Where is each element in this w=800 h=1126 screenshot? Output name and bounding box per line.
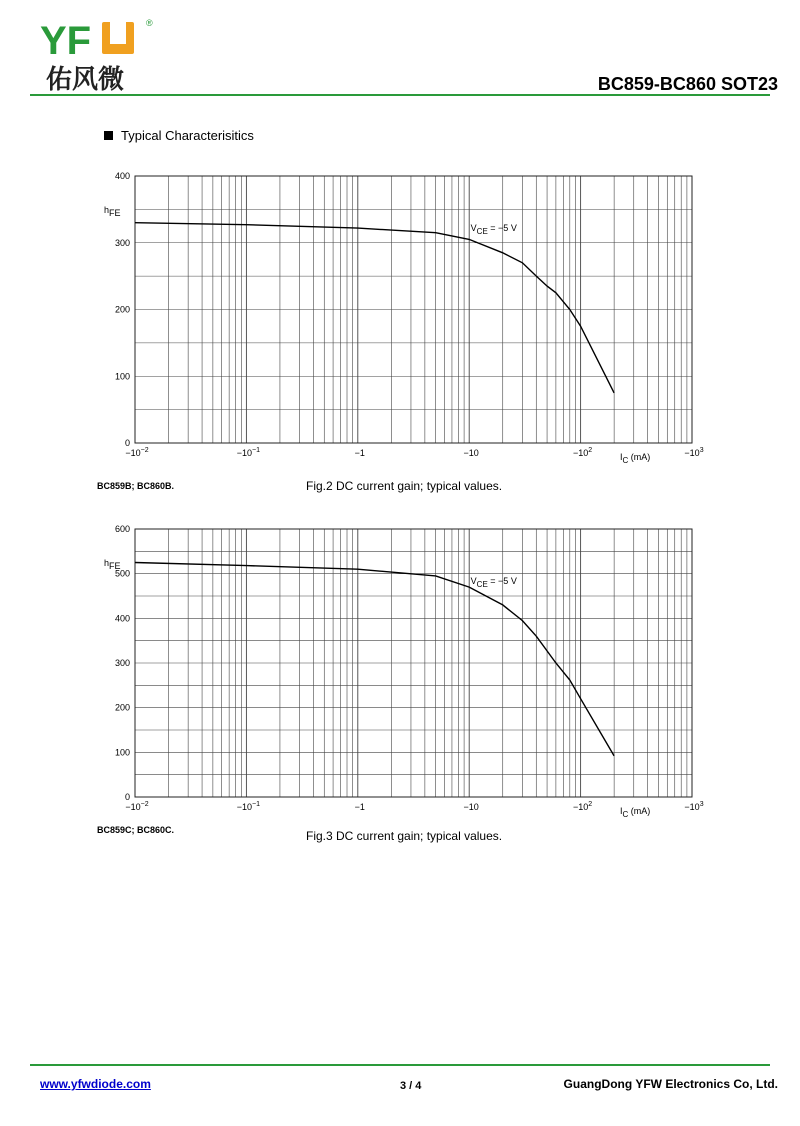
- x-tick-exponent: −2: [140, 801, 149, 808]
- y-tick-label: 100: [114, 371, 130, 382]
- y-tick-label: 300: [114, 237, 130, 248]
- x-axis-label-unit: (mA): [628, 806, 651, 816]
- svg-text:®: ®: [146, 18, 153, 28]
- y-axis-label-main: h: [104, 205, 110, 215]
- y-tick-label: 0: [124, 792, 130, 802]
- x-tick-base: −10: [573, 448, 589, 458]
- y-axis-label-sub: FE: [109, 208, 121, 218]
- x-tick-base: −10: [236, 802, 253, 812]
- company-name: GuangDong YFW Electronics Co, Ltd.: [563, 1077, 778, 1091]
- hfe-curve: [135, 223, 614, 393]
- x-tick-label: [237, 447, 260, 458]
- x-tick-label: [125, 801, 148, 812]
- y-axis-label: [104, 558, 121, 571]
- x-tick-base: −10: [463, 802, 479, 812]
- y-axis-label: [104, 205, 121, 218]
- yfw-logo: [40, 14, 170, 94]
- x-tick-exponent: −2: [140, 447, 149, 454]
- x-tick-label: [573, 801, 592, 812]
- y-axis-label-main: h: [104, 558, 110, 568]
- footer-divider: [30, 1064, 770, 1066]
- x-tick-label: [464, 448, 479, 458]
- vce-annotation-rest: = −5 V: [487, 223, 517, 233]
- y-tick-label: 400: [114, 171, 130, 181]
- x-tick-label: [573, 447, 592, 458]
- chart-fig3: [0, 515, 800, 825]
- y-tick-label: 200: [114, 702, 130, 713]
- hfe-curve: [135, 563, 614, 756]
- svg-text:佑风微: 佑风微: [46, 64, 125, 94]
- vce-annotation-rest: = −5 V: [487, 576, 517, 586]
- x-axis-label: [620, 452, 650, 465]
- y-tick-label: 600: [114, 524, 130, 534]
- vce-annotation-main: V: [470, 576, 477, 586]
- y-tick-label: 200: [114, 304, 130, 315]
- x-tick-label: [684, 447, 703, 458]
- bullet-square-icon: [104, 131, 113, 140]
- x-tick-base: −10: [236, 448, 253, 458]
- section-heading: [104, 128, 254, 143]
- x-tick-base: −10: [573, 802, 589, 812]
- y-tick-label: 400: [114, 613, 130, 624]
- part-label-fig3: BC859C; BC860C.: [97, 825, 175, 835]
- document-title: BC859-BC860 SOT23: [597, 74, 778, 94]
- website-link[interactable]: www.yfwdiode.com: [40, 1077, 151, 1091]
- x-tick-base: −10: [463, 448, 479, 458]
- y-axis-label-sub: FE: [109, 561, 121, 571]
- y-tick-label: 0: [124, 438, 130, 448]
- x-tick-label: [464, 802, 479, 812]
- x-axis-label-main: I: [620, 806, 623, 816]
- y-tick-label: 300: [114, 658, 130, 668]
- grid-lines: [135, 176, 692, 443]
- x-tick-label: [355, 448, 365, 458]
- x-tick-base: −1: [354, 802, 365, 812]
- caption-fig3: Fig.3 DC current gain; typical values.: [306, 829, 503, 843]
- x-tick-label: [684, 801, 703, 812]
- caption-fig2: Fig.2 DC current gain; typical values.: [306, 479, 503, 493]
- x-tick-exponent: 3: [699, 447, 704, 454]
- section-heading-text: Typical Characterisitics: [121, 128, 254, 143]
- y-tick-label: 500: [114, 568, 130, 579]
- x-axis-label-unit: (mA): [628, 452, 651, 462]
- vce-annotation: [471, 223, 517, 236]
- grid-lines: [135, 529, 692, 797]
- part-label-fig2: BC859B; BC860B.: [97, 481, 175, 491]
- x-tick-exponent: 2: [588, 447, 593, 454]
- page-number: 3 / 4: [400, 1080, 422, 1092]
- vce-annotation-main: V: [470, 223, 477, 233]
- x-axis-label: [620, 806, 650, 819]
- x-tick-label: [237, 801, 260, 812]
- x-tick-base: −1: [354, 448, 365, 458]
- vce-annotation-sub: CE: [476, 227, 488, 236]
- x-axis-label-sub: C: [622, 810, 629, 819]
- header-divider: [30, 94, 770, 96]
- x-axis-label-main: I: [620, 452, 623, 462]
- x-tick-exponent: 2: [588, 801, 593, 808]
- x-axis-label-sub: C: [622, 456, 629, 465]
- x-tick-base: −10: [684, 802, 700, 812]
- vce-annotation: [471, 576, 517, 589]
- svg-text:YF: YF: [40, 19, 92, 63]
- x-tick-label: [125, 447, 148, 458]
- x-tick-exponent: 3: [699, 801, 704, 808]
- x-tick-base: −10: [125, 802, 141, 812]
- x-tick-exponent: −1: [252, 447, 261, 454]
- x-tick-base: −10: [125, 448, 141, 458]
- chart-fig2: [0, 160, 800, 470]
- x-tick-label: [355, 802, 365, 812]
- x-tick-base: −10: [684, 448, 700, 458]
- x-tick-exponent: −1: [252, 801, 261, 808]
- y-tick-label: 100: [114, 747, 130, 758]
- vce-annotation-sub: CE: [476, 580, 488, 589]
